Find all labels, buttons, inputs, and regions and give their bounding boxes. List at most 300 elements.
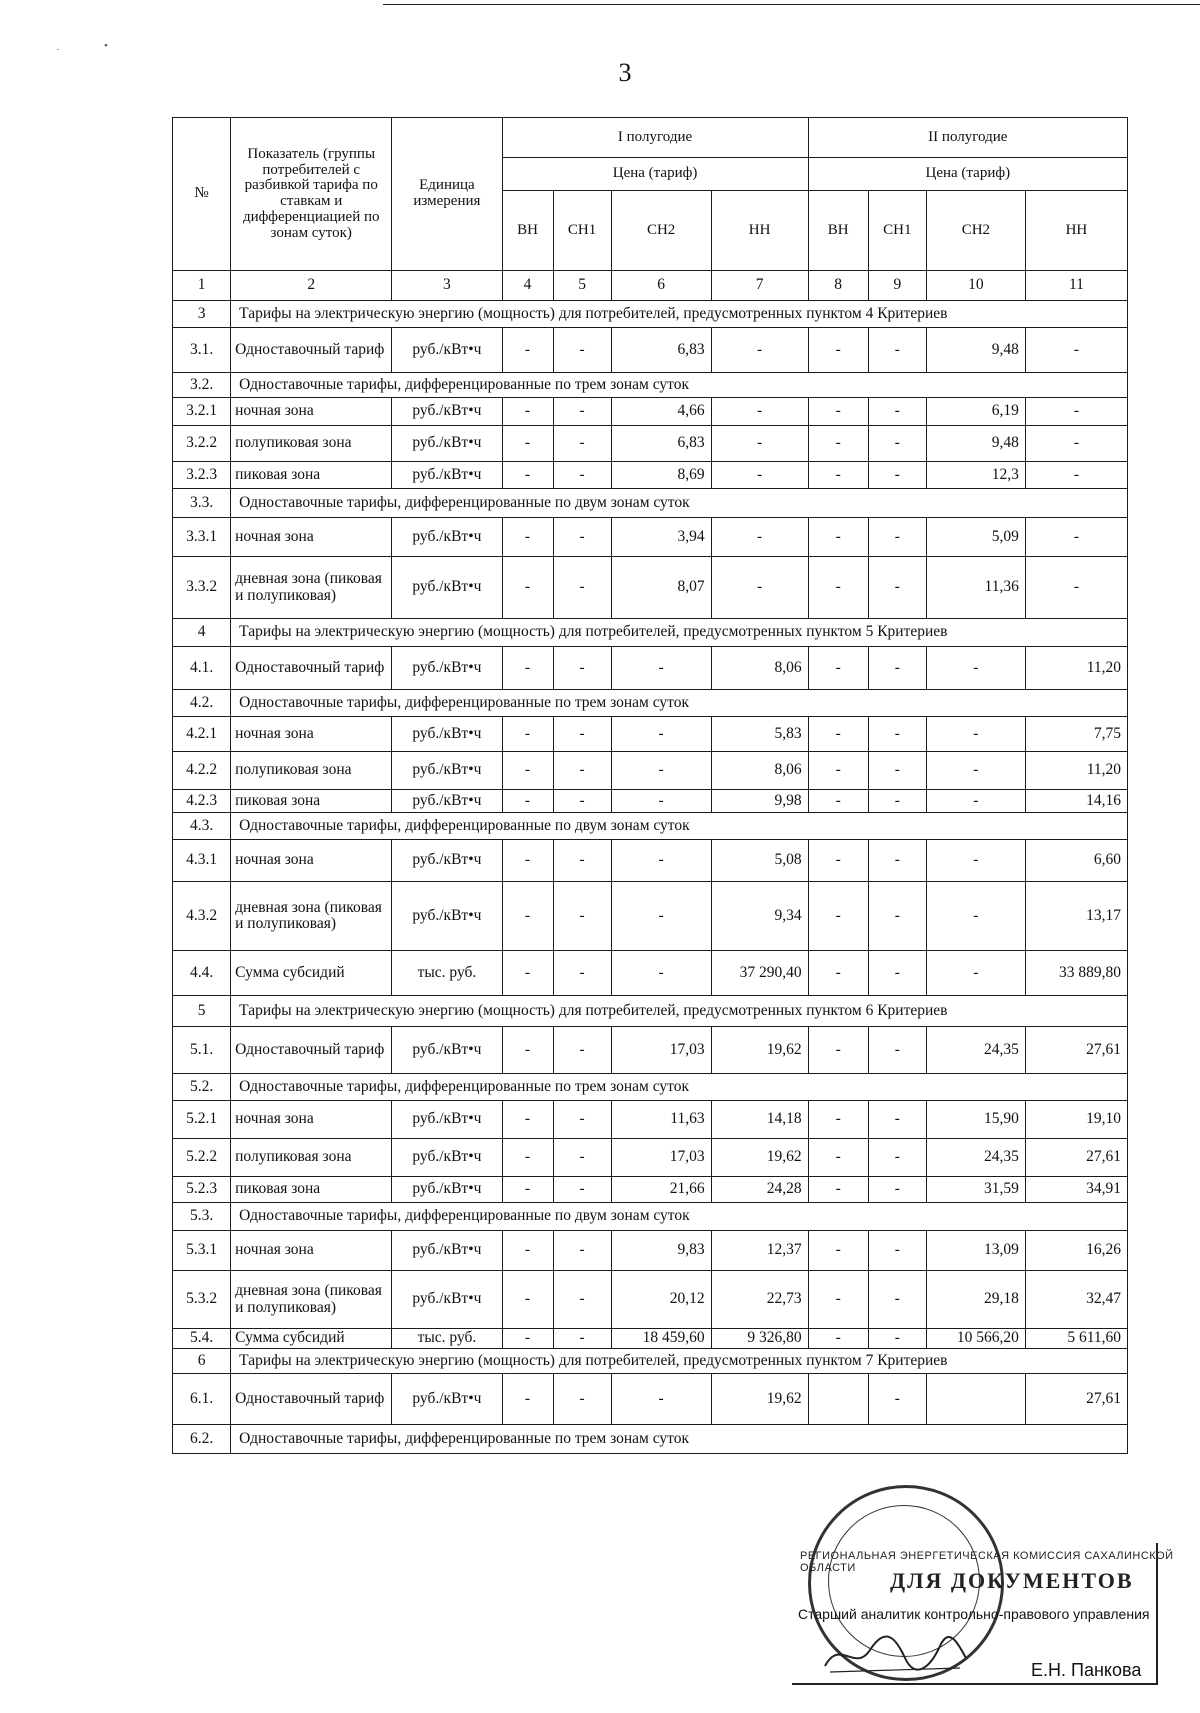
- value-cell: -: [553, 882, 611, 951]
- column-number: 7: [711, 271, 808, 301]
- row-number: 3.3.1: [173, 518, 231, 557]
- indicator-name: дневная зона (пиковая и полупиковая): [231, 882, 392, 951]
- signature: [820, 1628, 970, 1678]
- value-cell: -: [553, 1177, 611, 1203]
- section-row: [173, 813, 1128, 840]
- value-cell: -: [711, 518, 808, 557]
- value-cell: -: [711, 462, 808, 489]
- value-cell: -: [868, 882, 926, 951]
- header-num: №: [173, 118, 231, 271]
- value-cell: -: [868, 717, 926, 752]
- value-cell: -: [808, 398, 868, 426]
- value-cell: 10 566,20: [926, 1329, 1025, 1349]
- table-row: [173, 882, 1128, 951]
- value-cell: -: [553, 328, 611, 373]
- row-number: 4.2.2: [173, 752, 231, 790]
- value-cell: 19,62: [711, 1374, 808, 1425]
- section-title: Одноставочные тарифы, дифференцированные по трем зонам суток: [231, 690, 1128, 717]
- value-cell: 11,20: [1025, 647, 1127, 690]
- indicator-name: дневная зона (пиковая и полупиковая): [231, 557, 392, 619]
- value-cell: -: [502, 790, 553, 813]
- value-cell: 6,83: [611, 328, 711, 373]
- unit-cell: руб./кВт•ч: [392, 1101, 502, 1139]
- value-cell: -: [808, 840, 868, 882]
- section-row: [173, 1349, 1128, 1374]
- value-cell: -: [502, 426, 553, 462]
- header-unit: Единица измерения: [392, 118, 502, 271]
- value-cell: 8,69: [611, 462, 711, 489]
- unit-cell: руб./кВт•ч: [392, 717, 502, 752]
- unit-cell: руб./кВт•ч: [392, 398, 502, 426]
- section-row: [173, 690, 1128, 717]
- unit-cell: руб./кВт•ч: [392, 1027, 502, 1074]
- indicator-name: Одноставочный тариф: [231, 647, 392, 690]
- column-number: 5: [553, 271, 611, 301]
- value-cell: 24,35: [926, 1139, 1025, 1177]
- indicator-name: Одноставочный тариф: [231, 1027, 392, 1074]
- row-number: 4.2.: [173, 690, 231, 717]
- row-number: 4.2.3: [173, 790, 231, 813]
- unit-cell: руб./кВт•ч: [392, 752, 502, 790]
- row-number: 5.2.1: [173, 1101, 231, 1139]
- table-row: [173, 951, 1128, 996]
- margin-mark: •: [104, 40, 108, 52]
- value-cell: 5 611,60: [1025, 1329, 1127, 1349]
- value-cell: -: [553, 1139, 611, 1177]
- value-cell: 19,10: [1025, 1101, 1127, 1139]
- header-price-1: Цена (тариф): [502, 158, 808, 191]
- value-cell: -: [808, 951, 868, 996]
- table-row: [173, 790, 1128, 813]
- header-level-nn: НН: [711, 191, 808, 271]
- value-cell: -: [502, 1374, 553, 1425]
- value-cell: -: [868, 1139, 926, 1177]
- value-cell: -: [808, 647, 868, 690]
- value-cell: 24,28: [711, 1177, 808, 1203]
- row-number: 4.3.: [173, 813, 231, 840]
- table-row: [173, 1329, 1128, 1349]
- header-level-vn: ВН: [502, 191, 553, 271]
- indicator-name: ночная зона: [231, 398, 392, 426]
- value-cell: 8,06: [711, 647, 808, 690]
- value-cell: -: [711, 398, 808, 426]
- value-cell: -: [553, 1027, 611, 1074]
- row-number: 5.4.: [173, 1329, 231, 1349]
- section-title: Одноставочные тарифы, дифференцированные по двум зонам суток: [231, 813, 1128, 840]
- stamp-right-rule: [1156, 1543, 1158, 1683]
- row-number: 5.2.3: [173, 1177, 231, 1203]
- header-price-2: Цена (тариф): [808, 158, 1127, 191]
- value-cell: -: [926, 717, 1025, 752]
- table-row: [173, 462, 1128, 489]
- tariff-table: [172, 117, 1128, 1454]
- unit-cell: руб./кВт•ч: [392, 647, 502, 690]
- section-title: Одноставочные тарифы, дифференцированные по трем зонам суток: [231, 1074, 1128, 1101]
- indicator-name: ночная зона: [231, 518, 392, 557]
- value-cell: 19,62: [711, 1027, 808, 1074]
- value-cell: -: [808, 328, 868, 373]
- column-number: 4: [502, 271, 553, 301]
- row-number: 3.2.: [173, 373, 231, 398]
- unit-cell: руб./кВт•ч: [392, 840, 502, 882]
- value-cell: 7,75: [1025, 717, 1127, 752]
- value-cell: 6,19: [926, 398, 1025, 426]
- top-rule: [383, 4, 1200, 5]
- value-cell: -: [808, 1329, 868, 1349]
- column-number: 3: [392, 271, 502, 301]
- value-cell: 5,08: [711, 840, 808, 882]
- value-cell: -: [553, 557, 611, 619]
- table-row: [173, 426, 1128, 462]
- value-cell: -: [808, 518, 868, 557]
- value-cell: -: [808, 882, 868, 951]
- row-number: 4.3.1: [173, 840, 231, 882]
- value-cell: -: [868, 790, 926, 813]
- section-title: Одноставочные тарифы, дифференцированные по трем зонам суток: [231, 1425, 1128, 1454]
- table-row: [173, 518, 1128, 557]
- value-cell: -: [808, 557, 868, 619]
- value-cell: -: [553, 398, 611, 426]
- unit-cell: тыс. руб.: [392, 951, 502, 996]
- row-number: 5.3.: [173, 1203, 231, 1231]
- column-number: 2: [231, 271, 392, 301]
- section-title: Одноставочные тарифы, дифференцированные по двум зонам суток: [231, 1203, 1128, 1231]
- header-half-2: II полугодие: [808, 118, 1127, 158]
- indicator-name: пиковая зона: [231, 790, 392, 813]
- value-cell: -: [502, 840, 553, 882]
- stamp-role: Старший аналитик контрольно-правового управления: [798, 1606, 1150, 1622]
- column-number-row: [173, 271, 1128, 301]
- value-cell: -: [502, 1177, 553, 1203]
- row-number: 6.2.: [173, 1425, 231, 1454]
- row-number: 3.3.2: [173, 557, 231, 619]
- row-number: 5.2.: [173, 1074, 231, 1101]
- value-cell: 34,91: [1025, 1177, 1127, 1203]
- value-cell: -: [868, 1271, 926, 1329]
- value-cell: -: [926, 840, 1025, 882]
- column-number: 1: [173, 271, 231, 301]
- value-cell: 12,3: [926, 462, 1025, 489]
- value-cell: 8,07: [611, 557, 711, 619]
- section-row: [173, 1425, 1128, 1454]
- value-cell: -: [553, 1271, 611, 1329]
- unit-cell: руб./кВт•ч: [392, 790, 502, 813]
- unit-cell: руб./кВт•ч: [392, 328, 502, 373]
- value-cell: -: [1025, 462, 1127, 489]
- value-cell: -: [553, 518, 611, 557]
- value-cell: -: [1025, 426, 1127, 462]
- value-cell: -: [808, 1231, 868, 1271]
- table-row: [173, 1027, 1128, 1074]
- header-level-sn1: СН1: [868, 191, 926, 271]
- value-cell: -: [553, 426, 611, 462]
- value-cell: 13,09: [926, 1231, 1025, 1271]
- margin-mark: ·: [56, 44, 60, 56]
- unit-cell: руб./кВт•ч: [392, 1271, 502, 1329]
- section-title: Тарифы на электрическую энергию (мощность) для потребителей, предусмотренных пунктом 6 Критериев: [231, 996, 1128, 1027]
- value-cell: 33 889,80: [1025, 951, 1127, 996]
- value-cell: -: [502, 1027, 553, 1074]
- value-cell: -: [502, 752, 553, 790]
- indicator-name: Одноставочный тариф: [231, 1374, 392, 1425]
- value-cell: -: [553, 1101, 611, 1139]
- value-cell: 24,35: [926, 1027, 1025, 1074]
- indicator-name: пиковая зона: [231, 462, 392, 489]
- header-level-nn: НН: [1025, 191, 1127, 271]
- table-row: [173, 717, 1128, 752]
- unit-cell: руб./кВт•ч: [392, 426, 502, 462]
- value-cell: 3,94: [611, 518, 711, 557]
- value-cell: -: [868, 1374, 926, 1425]
- value-cell: -: [553, 1231, 611, 1271]
- value-cell: -: [502, 1139, 553, 1177]
- value-cell: -: [502, 518, 553, 557]
- section-title: Тарифы на электрическую энергию (мощность) для потребителей, предусмотренных пунктом 7 Критериев: [231, 1349, 1128, 1374]
- section-row: [173, 489, 1128, 518]
- value-cell: -: [553, 1329, 611, 1349]
- value-cell: -: [868, 647, 926, 690]
- unit-cell: руб./кВт•ч: [392, 1231, 502, 1271]
- table-row: [173, 647, 1128, 690]
- value-cell: [926, 1374, 1025, 1425]
- table-row: [173, 1374, 1128, 1425]
- row-number: 5: [173, 996, 231, 1027]
- indicator-name: полупиковая зона: [231, 426, 392, 462]
- row-number: 6.1.: [173, 1374, 231, 1425]
- value-cell: -: [711, 328, 808, 373]
- value-cell: -: [808, 717, 868, 752]
- value-cell: 5,09: [926, 518, 1025, 557]
- section-row: [173, 996, 1128, 1027]
- indicator-name: Сумма субсидий: [231, 951, 392, 996]
- value-cell: -: [868, 398, 926, 426]
- row-number: 4.3.2: [173, 882, 231, 951]
- row-number: 5.3.1: [173, 1231, 231, 1271]
- section-title: Тарифы на электрическую энергию (мощность) для потребителей, предусмотренных пунктом 5 Критериев: [231, 619, 1128, 647]
- unit-cell: руб./кВт•ч: [392, 518, 502, 557]
- indicator-name: ночная зона: [231, 1231, 392, 1271]
- value-cell: -: [611, 951, 711, 996]
- value-cell: 9,83: [611, 1231, 711, 1271]
- value-cell: 15,90: [926, 1101, 1025, 1139]
- row-number: 4.2.1: [173, 717, 231, 752]
- value-cell: 11,63: [611, 1101, 711, 1139]
- row-number: 5.2.2: [173, 1139, 231, 1177]
- value-cell: 20,12: [611, 1271, 711, 1329]
- value-cell: -: [868, 840, 926, 882]
- value-cell: -: [926, 882, 1025, 951]
- row-number: 6: [173, 1349, 231, 1374]
- header-level-sn2: СН2: [611, 191, 711, 271]
- value-cell: -: [868, 752, 926, 790]
- value-cell: 29,18: [926, 1271, 1025, 1329]
- value-cell: -: [868, 518, 926, 557]
- header-indicator: Показатель (группы потребителей с разбивкой тарифа по ставкам и дифференциацией по зонам суток): [231, 118, 392, 271]
- row-number: 5.1.: [173, 1027, 231, 1074]
- value-cell: -: [611, 647, 711, 690]
- value-cell: -: [611, 1374, 711, 1425]
- row-number: 3.2.2: [173, 426, 231, 462]
- section-row: [173, 619, 1128, 647]
- value-cell: 5,83: [711, 717, 808, 752]
- column-number: 11: [1025, 271, 1127, 301]
- value-cell: 6,83: [611, 426, 711, 462]
- value-cell: -: [926, 752, 1025, 790]
- header-level-sn1: СН1: [553, 191, 611, 271]
- section-row: [173, 1203, 1128, 1231]
- value-cell: -: [868, 1231, 926, 1271]
- value-cell: -: [611, 717, 711, 752]
- value-cell: 9 326,80: [711, 1329, 808, 1349]
- indicator-name: пиковая зона: [231, 1177, 392, 1203]
- column-number: 10: [926, 271, 1025, 301]
- stamp-name: Е.Н. Панкова: [1031, 1660, 1142, 1680]
- value-cell: -: [808, 1139, 868, 1177]
- value-cell: -: [808, 1177, 868, 1203]
- table-row: [173, 1139, 1128, 1177]
- value-cell: 17,03: [611, 1139, 711, 1177]
- unit-cell: руб./кВт•ч: [392, 557, 502, 619]
- row-number: 5.3.2: [173, 1271, 231, 1329]
- value-cell: -: [502, 462, 553, 489]
- table-row: [173, 398, 1128, 426]
- unit-cell: тыс. руб.: [392, 1329, 502, 1349]
- value-cell: -: [553, 790, 611, 813]
- value-cell: -: [1025, 518, 1127, 557]
- value-cell: 19,62: [711, 1139, 808, 1177]
- value-cell: 13,17: [1025, 882, 1127, 951]
- stamp-bottom-rule: [792, 1683, 1158, 1685]
- row-number: 3.2.1: [173, 398, 231, 426]
- table-row: [173, 752, 1128, 790]
- table-row: [173, 557, 1128, 619]
- value-cell: -: [868, 1027, 926, 1074]
- table-row: [173, 1177, 1128, 1203]
- column-number: 9: [868, 271, 926, 301]
- row-number: 3: [173, 301, 231, 328]
- value-cell: 27,61: [1025, 1374, 1127, 1425]
- value-cell: 6,60: [1025, 840, 1127, 882]
- value-cell: -: [553, 951, 611, 996]
- value-cell: -: [553, 840, 611, 882]
- row-number: 3.3.: [173, 489, 231, 518]
- value-cell: -: [868, 462, 926, 489]
- value-cell: -: [868, 557, 926, 619]
- unit-cell: руб./кВт•ч: [392, 1139, 502, 1177]
- value-cell: -: [502, 951, 553, 996]
- value-cell: -: [502, 1231, 553, 1271]
- value-cell: 17,03: [611, 1027, 711, 1074]
- header-half-1: I полугодие: [502, 118, 808, 158]
- row-number: 3.1.: [173, 328, 231, 373]
- value-cell: -: [502, 717, 553, 752]
- value-cell: 14,18: [711, 1101, 808, 1139]
- header-level-vn: ВН: [808, 191, 868, 271]
- value-cell: 11,36: [926, 557, 1025, 619]
- header-level-sn2: СН2: [926, 191, 1025, 271]
- indicator-name: ночная зона: [231, 840, 392, 882]
- value-cell: -: [502, 882, 553, 951]
- value-cell: -: [868, 951, 926, 996]
- value-cell: -: [868, 1177, 926, 1203]
- value-cell: 21,66: [611, 1177, 711, 1203]
- value-cell: 9,48: [926, 426, 1025, 462]
- value-cell: -: [868, 426, 926, 462]
- value-cell: -: [553, 462, 611, 489]
- value-cell: 4,66: [611, 398, 711, 426]
- value-cell: -: [1025, 557, 1127, 619]
- value-cell: -: [711, 557, 808, 619]
- value-cell: 37 290,40: [711, 951, 808, 996]
- value-cell: -: [553, 647, 611, 690]
- value-cell: 22,73: [711, 1271, 808, 1329]
- value-cell: -: [926, 951, 1025, 996]
- column-number: 6: [611, 271, 711, 301]
- section-row: [173, 301, 1128, 328]
- value-cell: -: [808, 1271, 868, 1329]
- section-row: [173, 373, 1128, 398]
- page-number: 3: [618, 58, 632, 87]
- row-number: 3.2.3: [173, 462, 231, 489]
- value-cell: -: [808, 752, 868, 790]
- indicator-name: полупиковая зона: [231, 752, 392, 790]
- stamp-org-line: РЕГИОНАЛЬНАЯ ЭНЕРГЕТИЧЕСКАЯ КОМИССИЯ САХАЛИНСКОЙ ОБЛАСТИ: [800, 1550, 1174, 1574]
- section-title: Одноставочные тарифы, дифференцированные по двум зонам суток: [231, 489, 1128, 518]
- value-cell: -: [1025, 398, 1127, 426]
- value-cell: -: [808, 1027, 868, 1074]
- unit-cell: руб./кВт•ч: [392, 882, 502, 951]
- value-cell: 9,98: [711, 790, 808, 813]
- value-cell: -: [502, 1271, 553, 1329]
- value-cell: -: [502, 398, 553, 426]
- value-cell: 9,48: [926, 328, 1025, 373]
- table-row: [173, 1271, 1128, 1329]
- indicator-name: Одноставочный тариф: [231, 328, 392, 373]
- section-title: Одноставочные тарифы, дифференцированные по трем зонам суток: [231, 373, 1128, 398]
- value-cell: -: [868, 1101, 926, 1139]
- unit-cell: руб./кВт•ч: [392, 1177, 502, 1203]
- value-cell: -: [611, 840, 711, 882]
- indicator-name: ночная зона: [231, 1101, 392, 1139]
- value-cell: 14,16: [1025, 790, 1127, 813]
- value-cell: 16,26: [1025, 1231, 1127, 1271]
- value-cell: -: [553, 752, 611, 790]
- unit-cell: руб./кВт•ч: [392, 462, 502, 489]
- value-cell: 8,06: [711, 752, 808, 790]
- unit-cell: руб./кВт•ч: [392, 1374, 502, 1425]
- value-cell: -: [1025, 328, 1127, 373]
- value-cell: -: [553, 717, 611, 752]
- value-cell: -: [808, 790, 868, 813]
- value-cell: 32,47: [1025, 1271, 1127, 1329]
- value-cell: -: [926, 790, 1025, 813]
- value-cell: -: [502, 1329, 553, 1349]
- value-cell: -: [808, 1101, 868, 1139]
- value-cell: 31,59: [926, 1177, 1025, 1203]
- row-number: 4.4.: [173, 951, 231, 996]
- table-row: [173, 328, 1128, 373]
- value-cell: -: [926, 647, 1025, 690]
- table-row: [173, 840, 1128, 882]
- section-row: [173, 1074, 1128, 1101]
- value-cell: -: [502, 1101, 553, 1139]
- value-cell: 9,34: [711, 882, 808, 951]
- section-title: Тарифы на электрическую энергию (мощность) для потребителей, предусмотренных пунктом 4 Критериев: [231, 301, 1128, 328]
- row-number: 4: [173, 619, 231, 647]
- value-cell: -: [502, 647, 553, 690]
- value-cell: -: [502, 557, 553, 619]
- value-cell: 18 459,60: [611, 1329, 711, 1349]
